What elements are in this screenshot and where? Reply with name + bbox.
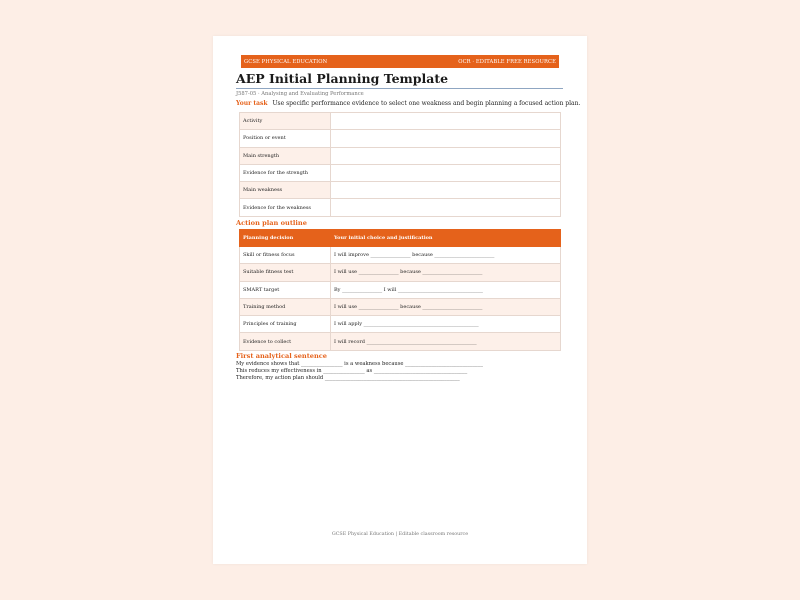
row-label: Activity <box>240 113 331 130</box>
task-instruction <box>236 100 580 107</box>
row-input[interactable] <box>331 199 561 216</box>
table-row <box>240 199 561 216</box>
row-input[interactable]: I will record ____________________________________________ <box>331 333 561 350</box>
row-input[interactable]: I will use ________________ because ________________________ <box>331 264 561 281</box>
page-footer: GCSE Physical Education | Editable classroom resource <box>331 532 469 537</box>
row-input[interactable]: I will apply ______________________________________________ <box>331 316 561 333</box>
task-label: Your task <box>236 100 268 107</box>
worksheet-page <box>213 36 587 564</box>
column-header: Planning decision <box>240 230 331 247</box>
row-input[interactable]: By ________________ I will __________________________________ <box>331 281 561 298</box>
page-subtitle: J587-05 · Analysing and Evaluating Performance <box>236 91 364 97</box>
table-row <box>240 182 561 199</box>
header-subject: GCSE PHYSICAL EDUCATION <box>244 58 328 65</box>
row-label: Principles of training <box>240 316 331 333</box>
row-label: Training method <box>240 298 331 315</box>
header-bar <box>241 55 559 68</box>
row-label: Suitable fitness test <box>240 264 331 281</box>
row-input[interactable]: I will use ________________ because ________________________ <box>331 298 561 315</box>
column-header: Your initial choice and justification <box>331 230 561 247</box>
row-input[interactable] <box>331 130 561 147</box>
table-row <box>240 281 561 298</box>
table-row <box>240 316 561 333</box>
table-header-row <box>240 230 561 247</box>
table-row <box>240 113 561 130</box>
row-label: Main weakness <box>240 182 331 199</box>
row-label: Evidence for the weakness <box>240 199 331 216</box>
action-plan-table <box>239 229 561 351</box>
title-divider <box>236 88 563 89</box>
sentence-line[interactable]: Therefore, my action plan should ____________________________________________________ <box>236 375 460 382</box>
row-input[interactable] <box>331 182 561 199</box>
row-label: Position or event <box>240 130 331 147</box>
table-row <box>240 164 561 181</box>
table-row <box>240 247 561 264</box>
row-label: Evidence to collect <box>240 333 331 350</box>
table-row <box>240 147 561 164</box>
row-label: Evidence for the strength <box>240 164 331 181</box>
page-title: AEP Initial Planning Template <box>236 71 449 86</box>
table-row <box>240 264 561 281</box>
sentence-line[interactable]: This reduces my effectiveness in ________________ as ____________________________________ <box>236 368 468 375</box>
task-text: Use specific performance evidence to select one weakness and begin planning a focused action plan. <box>272 100 581 107</box>
row-label: Skill or fitness focus <box>240 247 331 264</box>
row-input[interactable] <box>331 113 561 130</box>
action-plan-heading: Action plan outline <box>236 219 307 227</box>
table-row <box>240 333 561 350</box>
row-label: SMART target <box>240 281 331 298</box>
profile-table <box>239 112 561 217</box>
row-input[interactable] <box>331 164 561 181</box>
row-label: Main strength <box>240 147 331 164</box>
table-row <box>240 298 561 315</box>
row-input[interactable]: I will improve ________________ because ________________________ <box>331 247 561 264</box>
sentence-line[interactable]: My evidence shows that ________________ is a weakness because ______________________________ <box>236 361 483 367</box>
row-input[interactable] <box>331 147 561 164</box>
table-row <box>240 130 561 147</box>
header-resource: OCR · EDITABLE FREE RESOURCE <box>458 58 556 65</box>
analytical-sentences <box>236 361 483 383</box>
analytical-heading: First analytical sentence <box>236 352 327 360</box>
